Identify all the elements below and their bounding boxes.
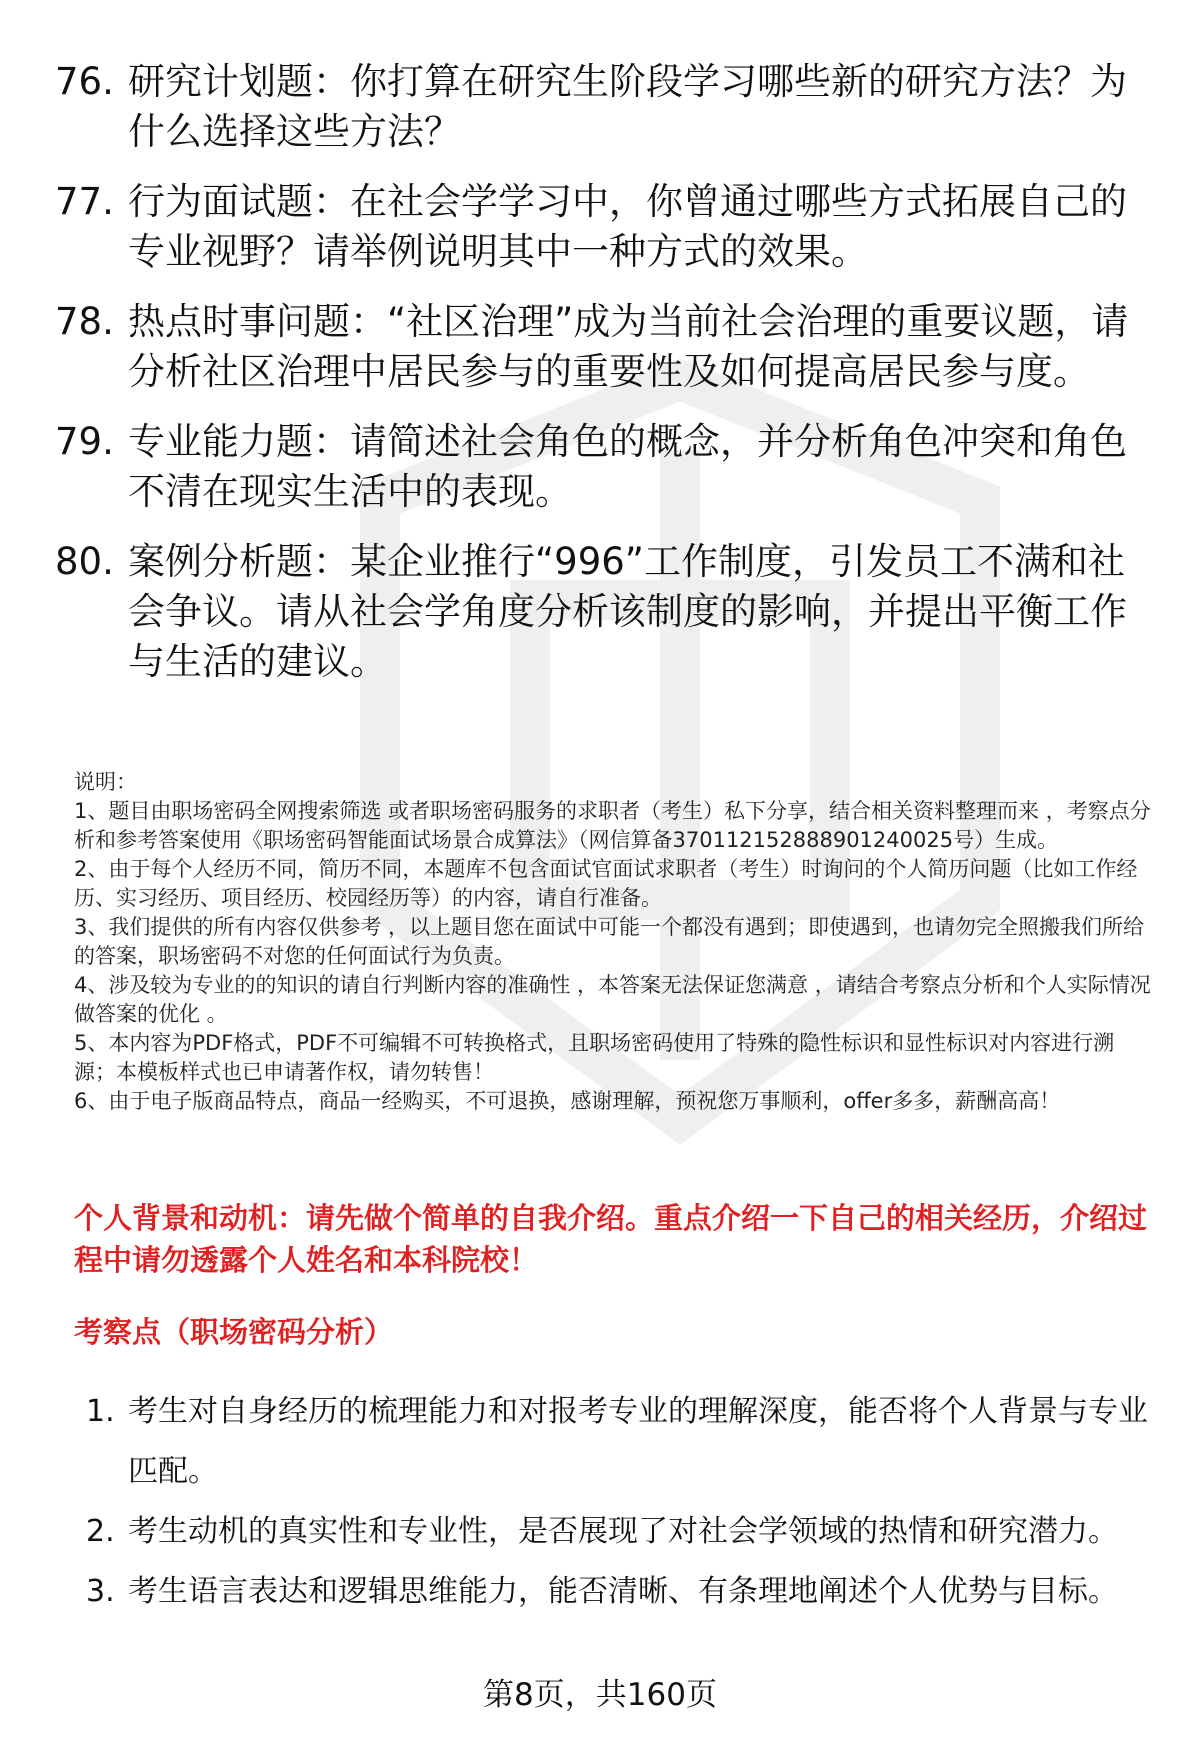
analysis-point [86, 1502, 1156, 1562]
question-number: 77. [55, 180, 114, 223]
note-item: 1、题目由职场密码全网搜索筛选 或者职场密码服务的求职者（考生）私下分享，结合相关资料整理而来 ，考察点分析和参考答案使用《职场密码智能面试场景合成算法》（网信算备370112152888901240025号）生成。 [74, 799, 1151, 852]
question-number: 76. [55, 60, 114, 103]
question-78 [55, 297, 1145, 397]
question-text: 热点时事问题：“社区治理”成为当前社会治理的重要议题，请分析社区治理中居民参与的重要性及如何提高居民参与度。 [128, 300, 1129, 393]
question-text: 专业能力题：请简述社会角色的概念，并分析角色冲突和角色不清在现实生活中的表现。 [128, 420, 1127, 513]
page-footer: 第8页，共160页 [483, 1677, 717, 1713]
point-text: 考生动机的真实性和专业性，是否展现了对社会学领域的热情和研究潜力。 [128, 1514, 1118, 1549]
point-number: 3. [86, 1574, 115, 1609]
note-item: 4、涉及较为专业的的知识的请自行判断内容的准确性 ，本答案无法保证您满意 ，请结合考察点分析和个人实际情况做答案的优化 。 [74, 973, 1151, 1026]
question-text: 研究计划题：你打算在研究生阶段学习哪些新的研究方法？为什么选择这些方法？ [128, 60, 1127, 153]
notes-section [74, 768, 1154, 1116]
analysis-heading: 考察点（职场密码分析） [74, 1315, 394, 1349]
notes-title: 说明： [74, 770, 137, 794]
question-text: 行为面试题：在社会学学习中，你曾通过哪些方式拓展自己的专业视野？请举例说明其中一种方式的效果。 [128, 180, 1127, 273]
note-item: 2、由于每个人经历不同，简历不同，本题库不包含面试官面试求职者（考生）时询问的个人简历问题（比如工作经历、实习经历、项目经历、校园经历等）的内容，请自行准备。 [74, 857, 1138, 910]
question-79 [55, 417, 1145, 517]
question-number: 78. [55, 300, 114, 343]
question-80 [55, 537, 1145, 687]
note-item: 3、我们提供的所有内容仅供参考 ，以上题目您在面试中可能一个都没有遇到；即使遇到，也请勿完全照搬我们所给的答案，职场密码不对您的任何面试行为负责。 [74, 915, 1145, 968]
question-number: 80. [55, 540, 114, 583]
question-76 [55, 57, 1145, 157]
analysis-list [86, 1382, 1156, 1622]
point-number: 2. [86, 1514, 115, 1549]
highlight-question: 个人背景和动机：请先做个简单的自我介绍。重点介绍一下自己的相关经历，介绍过程中请勿透露个人姓名和本科院校！ [74, 1201, 1148, 1277]
note-item: 6、由于电子版商品特点，商品一经购买，不可退换，感谢理解，预祝您万事顺利，offer多多，薪酬高高！ [74, 1089, 1061, 1113]
point-text: 考生语言表达和逻辑思维能力，能否清晰、有条理地阐述个人优势与目标。 [128, 1574, 1118, 1609]
point-text: 考生对自身经历的梳理能力和对报考专业的理解深度，能否将个人背景与专业匹配。 [128, 1394, 1148, 1489]
question-text: 案例分析题：某企业推行“996”工作制度，引发员工不满和社会争议。请从社会学角度分析该制度的影响，并提出平衡工作与生活的建议。 [128, 540, 1127, 683]
analysis-point [86, 1562, 1156, 1622]
analysis-point [86, 1382, 1156, 1502]
question-number: 79. [55, 420, 114, 463]
point-number: 1. [86, 1394, 115, 1429]
question-77 [55, 177, 1145, 277]
note-item: 5、本内容为PDF格式，PDF不可编辑不可转换格式，且职场密码使用了特殊的隐性标识和显性标识对内容进行溯源；本模板样式也已申请著作权，请勿转售！ [74, 1031, 1115, 1084]
